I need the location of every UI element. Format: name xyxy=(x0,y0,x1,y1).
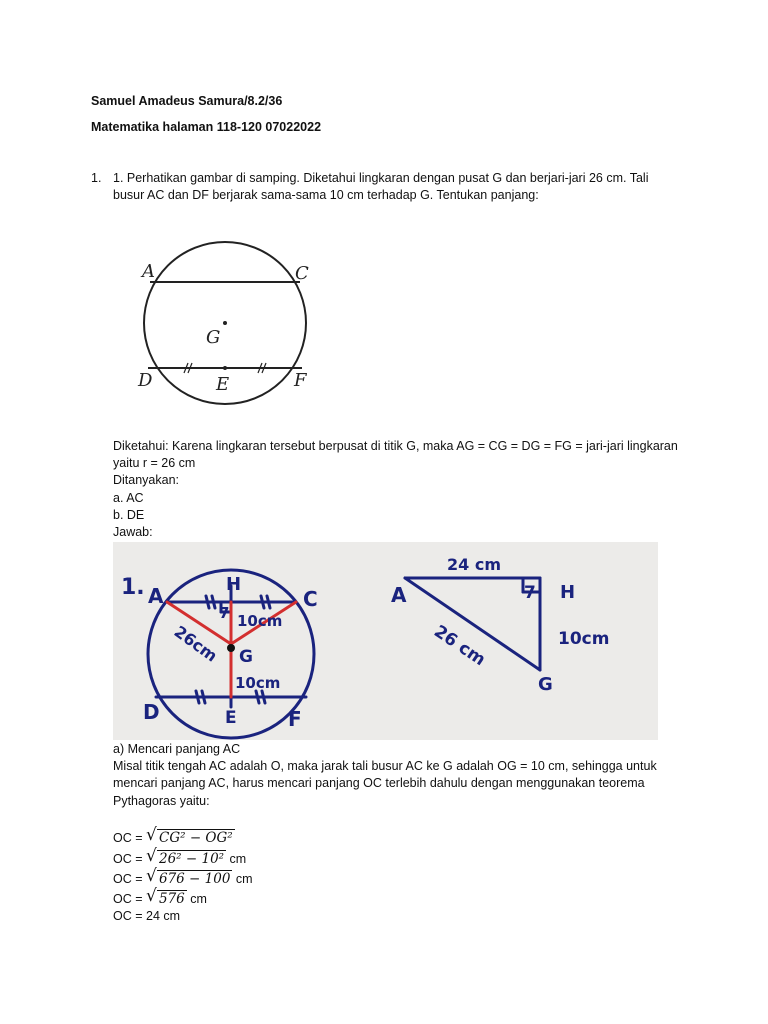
label-e: E xyxy=(216,374,230,395)
asked-label: Ditanyakan: xyxy=(113,473,180,487)
hand-label-e: E xyxy=(225,708,237,728)
label-f: F xyxy=(294,370,307,391)
label-g: G xyxy=(206,327,221,348)
circle-figure xyxy=(130,233,330,413)
eq3-prefix: OC = xyxy=(113,872,146,886)
hand-tri-hyp: 26 cm xyxy=(430,621,489,671)
eq4-sqrt: √ 576 xyxy=(146,886,185,907)
hand-label-radius: 26cm xyxy=(170,621,221,666)
hand-label-num: 1. xyxy=(121,575,145,600)
eq3-sqrt: √ 676 − 100 xyxy=(146,866,231,887)
answer-label: Jawab: xyxy=(113,525,153,539)
label-a: A xyxy=(142,261,155,282)
center-point xyxy=(223,321,227,325)
equation-2 xyxy=(113,846,247,868)
solution-p2: mencari panjang AC, harus mencari panjang OC terlebih dahulu dengan menggunakan teorema xyxy=(113,776,645,790)
eq4-prefix: OC = xyxy=(113,892,146,906)
eq2-unit: cm xyxy=(226,852,247,866)
hand-label-ten-top: 10cm xyxy=(237,612,283,630)
hand-label-ten-bottom: 10cm xyxy=(235,674,281,692)
hand-label-g: G xyxy=(239,647,253,667)
question-text-line2: busur AC dan DF berjarak sama-sama 10 cm terhadap G. Tentukan panjang: xyxy=(113,188,539,202)
eq2-prefix: OC = xyxy=(113,852,146,866)
hand-label-h: H xyxy=(226,574,242,595)
point-e xyxy=(223,366,227,370)
hand-tri-h: H xyxy=(560,582,576,603)
asked-b: b. DE xyxy=(113,508,145,522)
label-c: C xyxy=(295,263,309,284)
subject-line: Matematika halaman 118-120 07022022 xyxy=(91,120,322,134)
handwritten-diagram xyxy=(113,542,658,740)
author-line: Samuel Amadeus Samura/8.2/36 xyxy=(91,94,283,108)
hand-label-d: D xyxy=(143,700,160,724)
hand-label-a: A xyxy=(148,584,164,608)
eq3-radicand: 676 − 100 xyxy=(159,871,231,887)
hand-center-dot xyxy=(227,644,235,652)
eq2-sqrt: √ 26² − 10² xyxy=(146,846,225,867)
hand-label-seven: 7 xyxy=(219,604,230,622)
hand-tri-a: A xyxy=(391,583,407,607)
hand-label-f: F xyxy=(288,707,302,731)
equation-1 xyxy=(113,825,235,847)
hand-tri-side: 10cm xyxy=(558,629,610,649)
eq4-radicand: 576 xyxy=(159,891,185,907)
solution-p1: Misal titik tengah AC adalah O, maka jarak tali busur AC ke G adalah OG = 10 cm, sehingga untuk xyxy=(113,759,657,773)
equation-5: OC = 24 cm xyxy=(113,909,181,923)
equation-4 xyxy=(113,886,207,908)
eq1-sqrt: √ CG² − OG² xyxy=(146,825,233,846)
solution-heading: a) Mencari panjang AC xyxy=(113,742,241,756)
question-text-line1: 1. Perhatikan gambar di samping. Diketahui lingkaran dengan pusat G dan berjari-jari 26 cm. Tali xyxy=(113,171,649,185)
known-line2: yaitu r = 26 cm xyxy=(113,456,196,470)
eq1-prefix: OC = xyxy=(113,831,146,845)
question-number: 1. xyxy=(91,171,102,185)
label-d: D xyxy=(138,370,153,391)
eq1-radicand: CG² − OG² xyxy=(159,830,233,846)
eq2-radicand: 26² − 10² xyxy=(159,851,225,867)
handwritten-solution-photo xyxy=(113,542,658,740)
equation-3 xyxy=(113,866,253,888)
known-line1: Diketahui: Karena lingkaran tersebut berpusat di titik G, maka AG = CG = DG = FG = jari-jari lingkaran xyxy=(113,439,678,453)
hand-tri-g: G xyxy=(538,674,553,695)
eq3-unit: cm xyxy=(232,872,253,886)
hand-tri-top: 24 cm xyxy=(447,555,501,574)
asked-a: a. AC xyxy=(113,491,144,505)
eq4-unit: cm xyxy=(186,892,207,906)
hand-label-c: C xyxy=(303,587,318,611)
solution-p3: Pythagoras yaitu: xyxy=(113,794,210,808)
hand-tri-seven: 7 xyxy=(524,583,536,603)
